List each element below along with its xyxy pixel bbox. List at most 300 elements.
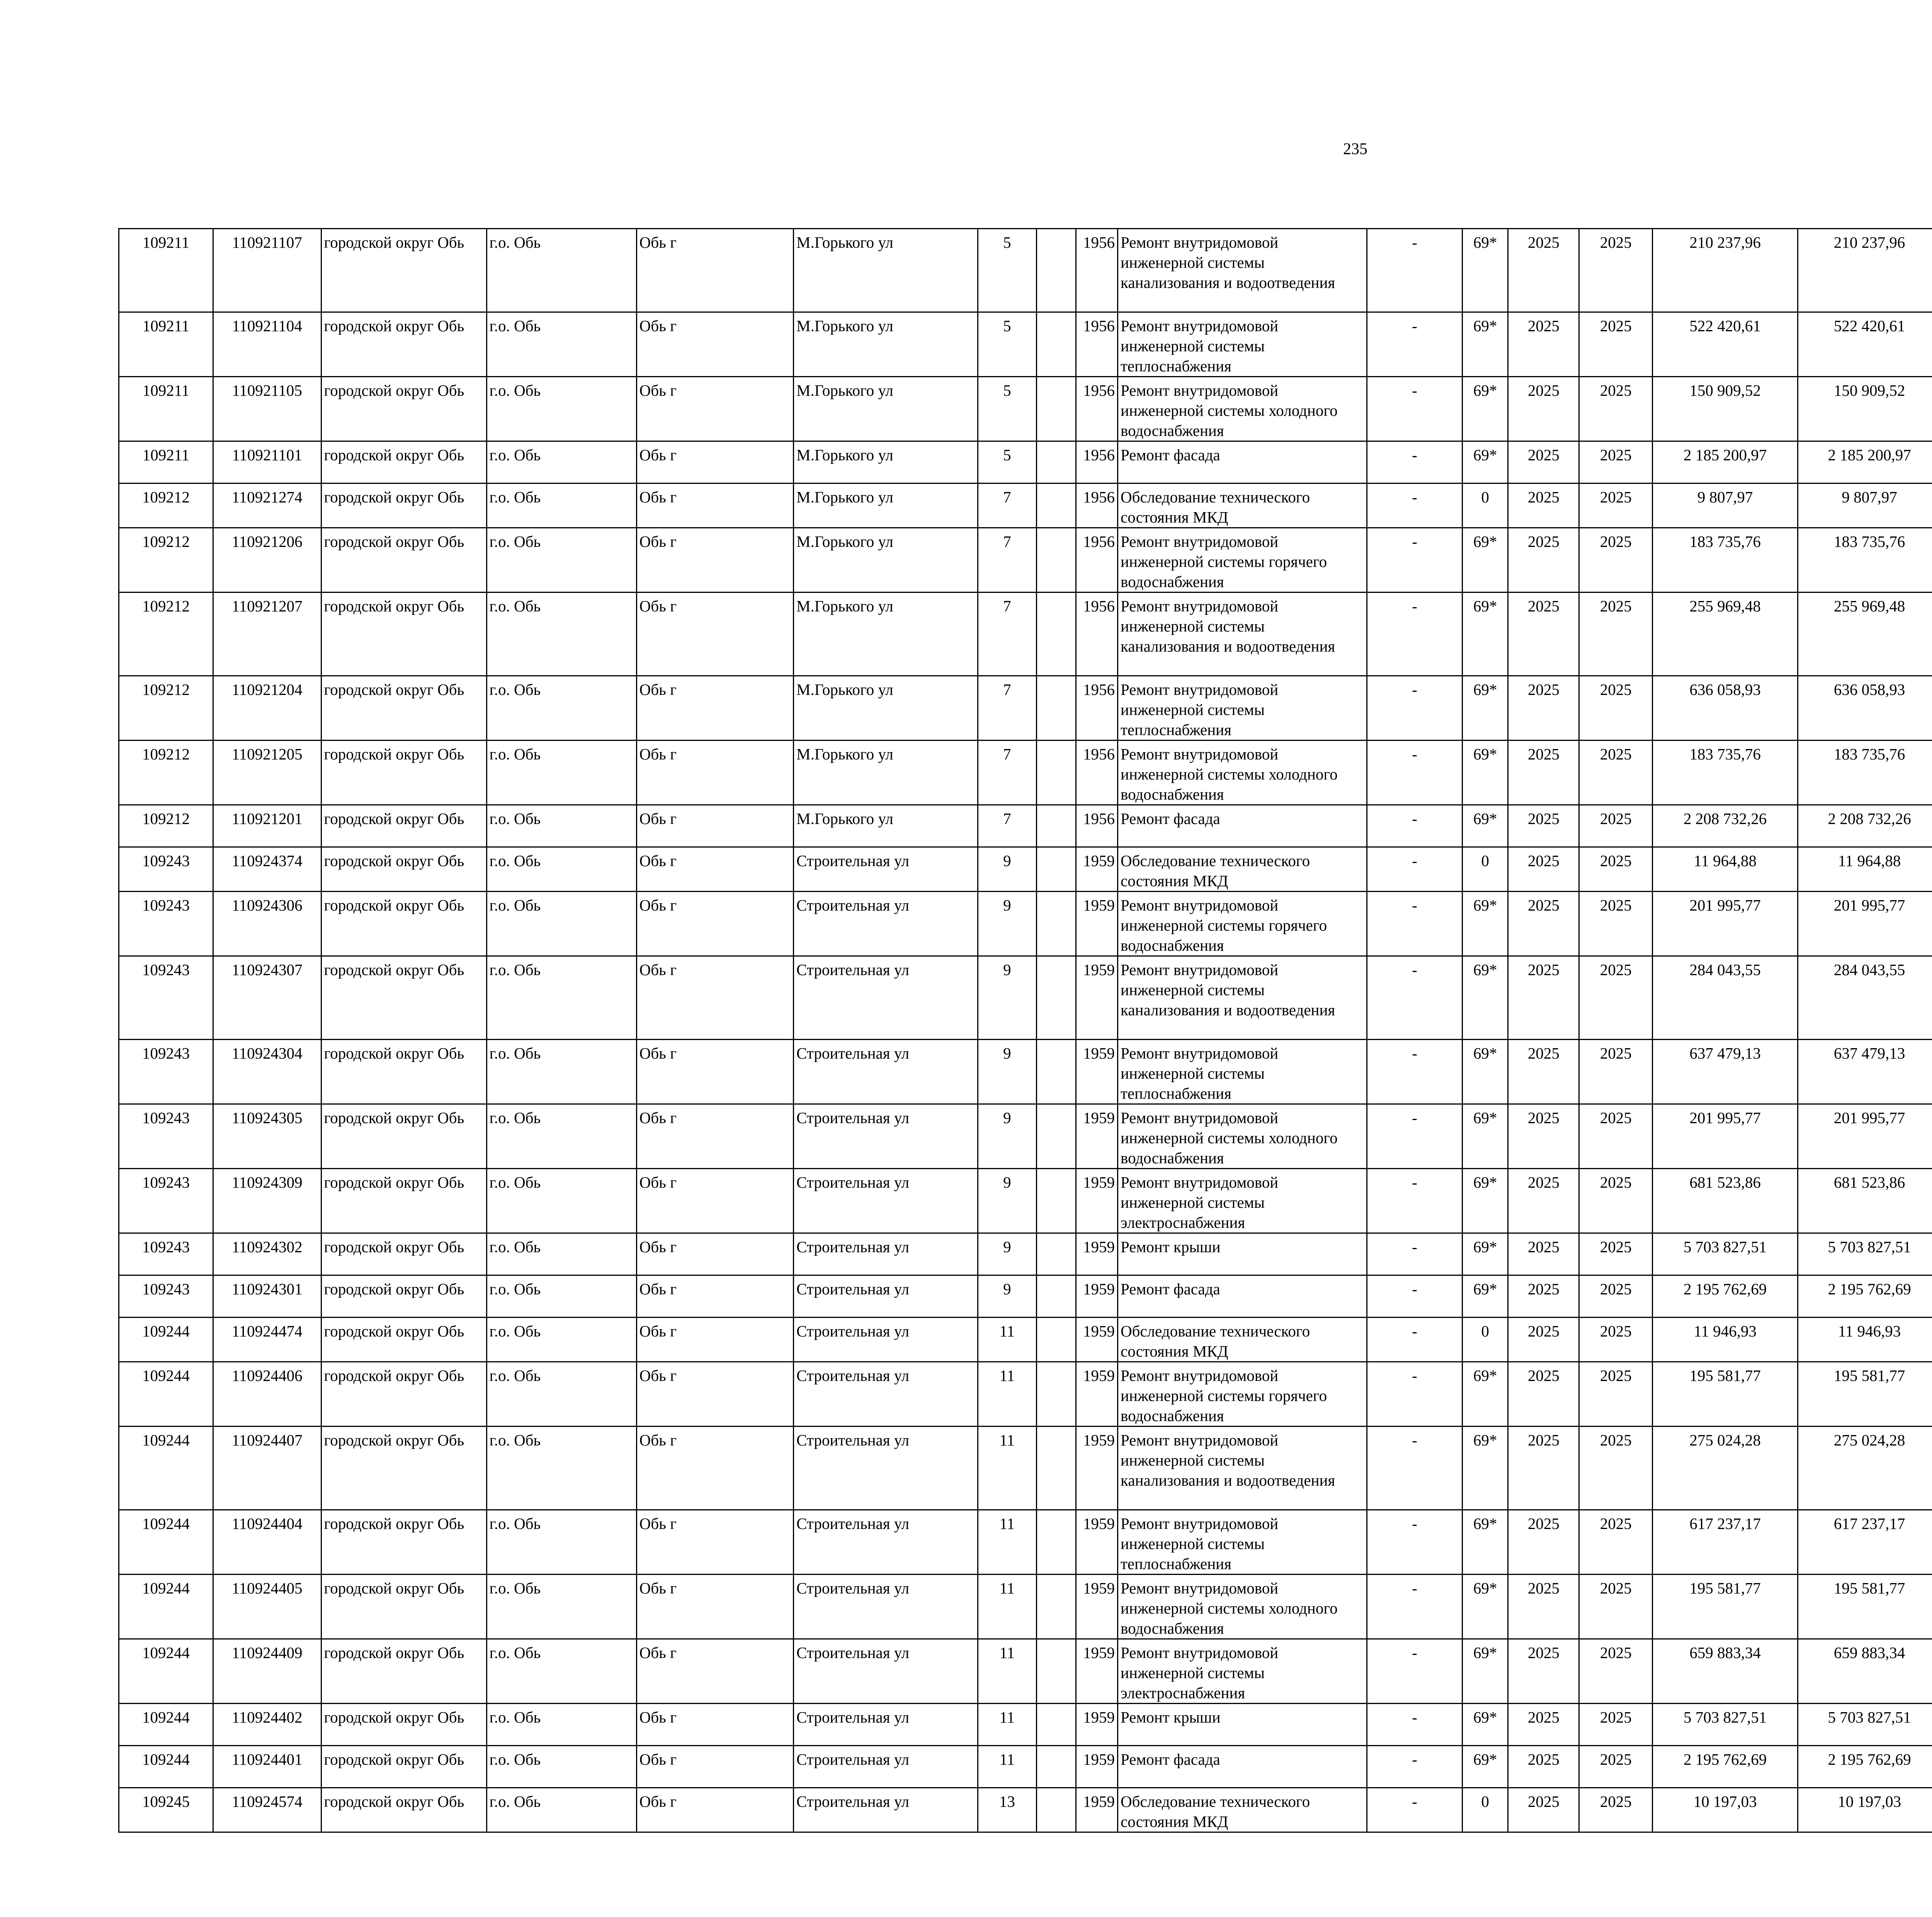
table-row (119, 1704, 1932, 1746)
house-id-cell: 109245 (119, 1788, 213, 1832)
building-cell (1036, 592, 1076, 676)
work-type-cell: Обследование технического состояния МКД (1118, 1318, 1367, 1362)
dash-cell: - (1367, 676, 1462, 741)
street-cell: М.Горького ул (794, 312, 978, 377)
fund-cost-cell: 636 058,93 (1798, 676, 1932, 741)
plan-year-start-cell: 2025 (1508, 805, 1579, 847)
building-cell (1036, 1427, 1076, 1510)
municipality-cell: городской округ Обь (321, 1169, 486, 1233)
plan-year-start-cell: 2025 (1508, 377, 1579, 441)
fund-cost-cell: 681 523,86 (1798, 1169, 1932, 1233)
building-cell (1036, 1318, 1076, 1362)
district-cell: г.о. Обь (486, 1362, 636, 1427)
work-id-cell: 110924405 (213, 1575, 321, 1639)
dash-cell: - (1367, 847, 1462, 892)
house-number-cell: 5 (978, 229, 1037, 312)
plan-year-start-cell: 2025 (1508, 1788, 1579, 1832)
house-id-cell: 109244 (119, 1510, 213, 1575)
work-type-cell: Ремонт внутридомовой инженерной системы холодного водоснабжения (1118, 377, 1367, 441)
settlement-cell: Обь г (636, 1104, 793, 1169)
total-cost-cell: 195 581,77 (1653, 1362, 1798, 1427)
street-cell: Строительная ул (794, 1427, 978, 1510)
work-type-cell: Ремонт внутридомовой инженерной системы горячего водоснабжения (1118, 892, 1367, 956)
fund-cost-cell: 5 703 827,51 (1798, 1704, 1932, 1746)
wear-cell: 0 (1463, 847, 1508, 892)
dash-cell: - (1367, 1362, 1462, 1427)
total-cost-cell: 5 703 827,51 (1653, 1704, 1798, 1746)
house-number-cell: 5 (978, 312, 1037, 377)
district-cell: г.о. Обь (486, 1040, 636, 1104)
work-id-cell: 110924304 (213, 1040, 321, 1104)
fund-cost-cell: 150 909,52 (1798, 377, 1932, 441)
total-cost-cell: 275 024,28 (1653, 1427, 1798, 1510)
district-cell: г.о. Обь (486, 1575, 636, 1639)
year-built-cell: 1959 (1076, 1746, 1117, 1788)
house-id-cell: 109243 (119, 1169, 213, 1233)
settlement-cell: Обь г (636, 1510, 793, 1575)
settlement-cell: Обь г (636, 741, 793, 805)
district-cell: г.о. Обь (486, 805, 636, 847)
table-row (119, 1575, 1932, 1639)
table-row (119, 892, 1932, 956)
street-cell: Строительная ул (794, 1233, 978, 1275)
street-cell: М.Горького ул (794, 741, 978, 805)
building-cell (1036, 441, 1076, 484)
house-id-cell: 109211 (119, 441, 213, 484)
fund-cost-cell: 659 883,34 (1798, 1639, 1932, 1704)
wear-cell: 69* (1463, 892, 1508, 956)
table-row (119, 592, 1932, 676)
settlement-cell: Обь г (636, 1704, 793, 1746)
building-cell (1036, 1639, 1076, 1704)
dash-cell: - (1367, 441, 1462, 484)
house-id-cell: 109243 (119, 956, 213, 1040)
municipality-cell: городской округ Обь (321, 1575, 486, 1639)
plan-year-end-cell: 2025 (1579, 1318, 1653, 1362)
municipality-cell: городской округ Обь (321, 847, 486, 892)
building-cell (1036, 1788, 1076, 1832)
work-id-cell: 110921205 (213, 741, 321, 805)
house-id-cell: 109244 (119, 1362, 213, 1427)
district-cell: г.о. Обь (486, 1639, 636, 1704)
table-row (119, 1169, 1932, 1233)
table-row (119, 312, 1932, 377)
plan-year-end-cell: 2025 (1579, 1040, 1653, 1104)
work-id-cell: 110921207 (213, 592, 321, 676)
work-type-cell: Ремонт внутридомовой инженерной системы холодного водоснабжения (1118, 741, 1367, 805)
dash-cell: - (1367, 377, 1462, 441)
street-cell: М.Горького ул (794, 528, 978, 592)
total-cost-cell: 195 581,77 (1653, 1575, 1798, 1639)
wear-cell: 69* (1463, 1275, 1508, 1318)
house-number-cell: 11 (978, 1318, 1037, 1362)
house-id-cell: 109212 (119, 676, 213, 741)
municipality-cell: городской округ Обь (321, 1639, 486, 1704)
work-id-cell: 110924404 (213, 1510, 321, 1575)
work-type-cell: Ремонт внутридомовой инженерной системы канализования и водоотведения (1118, 1427, 1367, 1510)
building-cell (1036, 1704, 1076, 1746)
year-built-cell: 1959 (1076, 1362, 1117, 1427)
table-row (119, 676, 1932, 741)
building-cell (1036, 1233, 1076, 1275)
plan-year-end-cell: 2025 (1579, 1510, 1653, 1575)
plan-year-end-cell: 2025 (1579, 1639, 1653, 1704)
settlement-cell: Обь г (636, 1318, 793, 1362)
work-id-cell: 110924409 (213, 1639, 321, 1704)
plan-year-end-cell: 2025 (1579, 847, 1653, 892)
house-number-cell: 9 (978, 956, 1037, 1040)
capital-repair-table (118, 228, 1932, 1833)
year-built-cell: 1956 (1076, 528, 1117, 592)
work-type-cell: Ремонт внутридомовой инженерной системы электроснабжения (1118, 1639, 1367, 1704)
table-row (119, 1275, 1932, 1318)
house-number-cell: 7 (978, 528, 1037, 592)
dash-cell: - (1367, 1639, 1462, 1704)
house-number-cell: 9 (978, 1233, 1037, 1275)
dash-cell: - (1367, 956, 1462, 1040)
work-id-cell: 110921201 (213, 805, 321, 847)
district-cell: г.о. Обь (486, 1104, 636, 1169)
plan-year-start-cell: 2025 (1508, 312, 1579, 377)
house-number-cell: 5 (978, 377, 1037, 441)
total-cost-cell: 150 909,52 (1653, 377, 1798, 441)
house-number-cell: 9 (978, 892, 1037, 956)
district-cell: г.о. Обь (486, 484, 636, 528)
year-built-cell: 1956 (1076, 377, 1117, 441)
plan-year-end-cell: 2025 (1579, 441, 1653, 484)
fund-cost-cell: 2 208 732,26 (1798, 805, 1932, 847)
plan-year-end-cell: 2025 (1579, 956, 1653, 1040)
street-cell: М.Горького ул (794, 229, 978, 312)
total-cost-cell: 11 964,88 (1653, 847, 1798, 892)
fund-cost-cell: 195 581,77 (1798, 1575, 1932, 1639)
plan-year-start-cell: 2025 (1508, 1362, 1579, 1427)
work-type-cell: Ремонт фасада (1118, 805, 1367, 847)
house-id-cell: 109244 (119, 1746, 213, 1788)
municipality-cell: городской округ Обь (321, 741, 486, 805)
table-row (119, 1788, 1932, 1832)
total-cost-cell: 636 058,93 (1653, 676, 1798, 741)
wear-cell: 69* (1463, 805, 1508, 847)
work-type-cell: Ремонт фасада (1118, 441, 1367, 484)
plan-year-end-cell: 2025 (1579, 1362, 1653, 1427)
plan-year-end-cell: 2025 (1579, 676, 1653, 741)
plan-year-end-cell: 2025 (1579, 1704, 1653, 1746)
table-row (119, 377, 1932, 441)
year-built-cell: 1959 (1076, 847, 1117, 892)
plan-year-start-cell: 2025 (1508, 528, 1579, 592)
settlement-cell: Обь г (636, 956, 793, 1040)
municipality-cell: городской округ Обь (321, 441, 486, 484)
house-number-cell: 5 (978, 441, 1037, 484)
plan-year-end-cell: 2025 (1579, 1169, 1653, 1233)
total-cost-cell: 2 195 762,69 (1653, 1746, 1798, 1788)
district-cell: г.о. Обь (486, 1746, 636, 1788)
street-cell: Строительная ул (794, 1510, 978, 1575)
district-cell: г.о. Обь (486, 1427, 636, 1510)
work-id-cell: 110924307 (213, 956, 321, 1040)
table-row (119, 1362, 1932, 1427)
fund-cost-cell: 2 185 200,97 (1798, 441, 1932, 484)
fund-cost-cell: 10 197,03 (1798, 1788, 1932, 1832)
fund-cost-cell: 201 995,77 (1798, 892, 1932, 956)
wear-cell: 69* (1463, 312, 1508, 377)
work-id-cell: 110924305 (213, 1104, 321, 1169)
plan-year-start-cell: 2025 (1508, 741, 1579, 805)
plan-year-end-cell: 2025 (1579, 1575, 1653, 1639)
year-built-cell: 1959 (1076, 1040, 1117, 1104)
year-built-cell: 1956 (1076, 741, 1117, 805)
year-built-cell: 1956 (1076, 592, 1117, 676)
house-number-cell: 7 (978, 741, 1037, 805)
district-cell: г.о. Обь (486, 847, 636, 892)
settlement-cell: Обь г (636, 441, 793, 484)
work-id-cell: 110921204 (213, 676, 321, 741)
dash-cell: - (1367, 1704, 1462, 1746)
street-cell: Строительная ул (794, 1318, 978, 1362)
work-id-cell: 110921104 (213, 312, 321, 377)
building-cell (1036, 676, 1076, 741)
plan-year-start-cell: 2025 (1508, 956, 1579, 1040)
house-number-cell: 11 (978, 1704, 1037, 1746)
work-id-cell: 110921206 (213, 528, 321, 592)
wear-cell: 69* (1463, 1704, 1508, 1746)
work-type-cell: Ремонт крыши (1118, 1704, 1367, 1746)
table-row (119, 1746, 1932, 1788)
fund-cost-cell: 255 969,48 (1798, 592, 1932, 676)
plan-year-start-cell: 2025 (1508, 1104, 1579, 1169)
house-id-cell: 109244 (119, 1704, 213, 1746)
wear-cell: 0 (1463, 484, 1508, 528)
street-cell: Строительная ул (794, 847, 978, 892)
plan-year-start-cell: 2025 (1508, 1704, 1579, 1746)
plan-year-start-cell: 2025 (1508, 1639, 1579, 1704)
building-cell (1036, 847, 1076, 892)
page-number: 235 (1343, 140, 1367, 158)
street-cell: М.Горького ул (794, 484, 978, 528)
plan-year-start-cell: 2025 (1508, 1575, 1579, 1639)
house-number-cell: 11 (978, 1510, 1037, 1575)
settlement-cell: Обь г (636, 229, 793, 312)
district-cell: г.о. Обь (486, 1704, 636, 1746)
year-built-cell: 1959 (1076, 1318, 1117, 1362)
work-id-cell: 110924406 (213, 1362, 321, 1427)
work-type-cell: Ремонт внутридомовой инженерной системы теплоснабжения (1118, 1510, 1367, 1575)
district-cell: г.о. Обь (486, 1318, 636, 1362)
plan-year-start-cell: 2025 (1508, 1318, 1579, 1362)
dash-cell: - (1367, 312, 1462, 377)
street-cell: М.Горького ул (794, 441, 978, 484)
work-id-cell: 110921101 (213, 441, 321, 484)
year-built-cell: 1956 (1076, 229, 1117, 312)
table-row (119, 805, 1932, 847)
plan-year-end-cell: 2025 (1579, 312, 1653, 377)
work-type-cell: Ремонт внутридомовой инженерной системы канализования и водоотведения (1118, 956, 1367, 1040)
fund-cost-cell: 9 807,97 (1798, 484, 1932, 528)
table-row (119, 1233, 1932, 1275)
plan-year-start-cell: 2025 (1508, 484, 1579, 528)
dash-cell: - (1367, 592, 1462, 676)
house-id-cell: 109211 (119, 312, 213, 377)
work-id-cell: 110924302 (213, 1233, 321, 1275)
dash-cell: - (1367, 892, 1462, 956)
street-cell: Строительная ул (794, 1169, 978, 1233)
total-cost-cell: 210 237,96 (1653, 229, 1798, 312)
plan-year-end-cell: 2025 (1579, 1746, 1653, 1788)
district-cell: г.о. Обь (486, 312, 636, 377)
plan-year-start-cell: 2025 (1508, 1510, 1579, 1575)
settlement-cell: Обь г (636, 1233, 793, 1275)
plan-year-end-cell: 2025 (1579, 805, 1653, 847)
fund-cost-cell: 195 581,77 (1798, 1362, 1932, 1427)
house-number-cell: 7 (978, 805, 1037, 847)
house-number-cell: 9 (978, 847, 1037, 892)
table-row (119, 1639, 1932, 1704)
district-cell: г.о. Обь (486, 1510, 636, 1575)
house-id-cell: 109211 (119, 229, 213, 312)
table-row (119, 1040, 1932, 1104)
settlement-cell: Обь г (636, 528, 793, 592)
fund-cost-cell: 275 024,28 (1798, 1427, 1932, 1510)
year-built-cell: 1956 (1076, 441, 1117, 484)
total-cost-cell: 9 807,97 (1653, 484, 1798, 528)
street-cell: Строительная ул (794, 1788, 978, 1832)
table-row (119, 1318, 1932, 1362)
dash-cell: - (1367, 1104, 1462, 1169)
total-cost-cell: 617 237,17 (1653, 1510, 1798, 1575)
year-built-cell: 1959 (1076, 1275, 1117, 1318)
fund-cost-cell: 5 703 827,51 (1798, 1233, 1932, 1275)
total-cost-cell: 659 883,34 (1653, 1639, 1798, 1704)
year-built-cell: 1956 (1076, 484, 1117, 528)
settlement-cell: Обь г (636, 1639, 793, 1704)
building-cell (1036, 956, 1076, 1040)
work-id-cell: 110924309 (213, 1169, 321, 1233)
building-cell (1036, 805, 1076, 847)
street-cell: Строительная ул (794, 956, 978, 1040)
municipality-cell: городской округ Обь (321, 528, 486, 592)
work-type-cell: Обследование технического состояния МКД (1118, 1788, 1367, 1832)
settlement-cell: Обь г (636, 805, 793, 847)
house-id-cell: 109211 (119, 377, 213, 441)
district-cell: г.о. Обь (486, 1788, 636, 1832)
street-cell: М.Горького ул (794, 676, 978, 741)
total-cost-cell: 284 043,55 (1653, 956, 1798, 1040)
settlement-cell: Обь г (636, 892, 793, 956)
house-id-cell: 109212 (119, 741, 213, 805)
wear-cell: 69* (1463, 592, 1508, 676)
district-cell: г.о. Обь (486, 741, 636, 805)
total-cost-cell: 681 523,86 (1653, 1169, 1798, 1233)
table-row (119, 847, 1932, 892)
building-cell (1036, 312, 1076, 377)
house-number-cell: 9 (978, 1169, 1037, 1233)
wear-cell: 69* (1463, 956, 1508, 1040)
work-id-cell: 110921105 (213, 377, 321, 441)
dash-cell: - (1367, 1318, 1462, 1362)
district-cell: г.о. Обь (486, 892, 636, 956)
house-number-cell: 7 (978, 592, 1037, 676)
settlement-cell: Обь г (636, 484, 793, 528)
wear-cell: 69* (1463, 1575, 1508, 1639)
house-id-cell: 109212 (119, 484, 213, 528)
work-type-cell: Ремонт крыши (1118, 1233, 1367, 1275)
municipality-cell: городской округ Обь (321, 805, 486, 847)
work-id-cell: 110924402 (213, 1704, 321, 1746)
dash-cell: - (1367, 1233, 1462, 1275)
municipality-cell: городской округ Обь (321, 1318, 486, 1362)
work-id-cell: 110924574 (213, 1788, 321, 1832)
house-number-cell: 11 (978, 1746, 1037, 1788)
house-id-cell: 109243 (119, 1104, 213, 1169)
house-id-cell: 109244 (119, 1318, 213, 1362)
street-cell: Строительная ул (794, 1275, 978, 1318)
plan-year-end-cell: 2025 (1579, 229, 1653, 312)
settlement-cell: Обь г (636, 676, 793, 741)
district-cell: г.о. Обь (486, 1275, 636, 1318)
wear-cell: 69* (1463, 676, 1508, 741)
municipality-cell: городской округ Обь (321, 229, 486, 312)
municipality-cell: городской округ Обь (321, 377, 486, 441)
house-number-cell: 9 (978, 1040, 1037, 1104)
plan-year-end-cell: 2025 (1579, 1427, 1653, 1510)
wear-cell: 0 (1463, 1318, 1508, 1362)
total-cost-cell: 255 969,48 (1653, 592, 1798, 676)
plan-year-end-cell: 2025 (1579, 528, 1653, 592)
year-built-cell: 1959 (1076, 1169, 1117, 1233)
fund-cost-cell: 183 735,76 (1798, 741, 1932, 805)
building-cell (1036, 1362, 1076, 1427)
fund-cost-cell: 617 237,17 (1798, 1510, 1932, 1575)
building-cell (1036, 1575, 1076, 1639)
work-type-cell: Ремонт фасада (1118, 1275, 1367, 1318)
district-cell: г.о. Обь (486, 676, 636, 741)
municipality-cell: городской округ Обь (321, 892, 486, 956)
settlement-cell: Обь г (636, 1275, 793, 1318)
plan-year-start-cell: 2025 (1508, 1040, 1579, 1104)
work-type-cell: Ремонт внутридомовой инженерной системы горячего водоснабжения (1118, 528, 1367, 592)
fund-cost-cell: 637 479,13 (1798, 1040, 1932, 1104)
street-cell: Строительная ул (794, 1575, 978, 1639)
house-id-cell: 109244 (119, 1575, 213, 1639)
dash-cell: - (1367, 1427, 1462, 1510)
building-cell (1036, 377, 1076, 441)
dash-cell: - (1367, 1510, 1462, 1575)
settlement-cell: Обь г (636, 1040, 793, 1104)
fund-cost-cell: 11 964,88 (1798, 847, 1932, 892)
plan-year-end-cell: 2025 (1579, 484, 1653, 528)
wear-cell: 69* (1463, 1362, 1508, 1427)
table-row (119, 956, 1932, 1040)
dash-cell: - (1367, 484, 1462, 528)
table-row (119, 229, 1932, 312)
year-built-cell: 1956 (1076, 805, 1117, 847)
work-id-cell: 110924301 (213, 1275, 321, 1318)
year-built-cell: 1959 (1076, 1104, 1117, 1169)
house-id-cell: 109243 (119, 1233, 213, 1275)
municipality-cell: городской округ Обь (321, 956, 486, 1040)
building-cell (1036, 1040, 1076, 1104)
municipality-cell: городской округ Обь (321, 676, 486, 741)
street-cell: Строительная ул (794, 1040, 978, 1104)
table-row (119, 1427, 1932, 1510)
municipality-cell: городской округ Обь (321, 1362, 486, 1427)
house-number-cell: 11 (978, 1639, 1037, 1704)
house-number-cell: 11 (978, 1575, 1037, 1639)
municipality-cell: городской округ Обь (321, 592, 486, 676)
municipality-cell: городской округ Обь (321, 1788, 486, 1832)
building-cell (1036, 229, 1076, 312)
